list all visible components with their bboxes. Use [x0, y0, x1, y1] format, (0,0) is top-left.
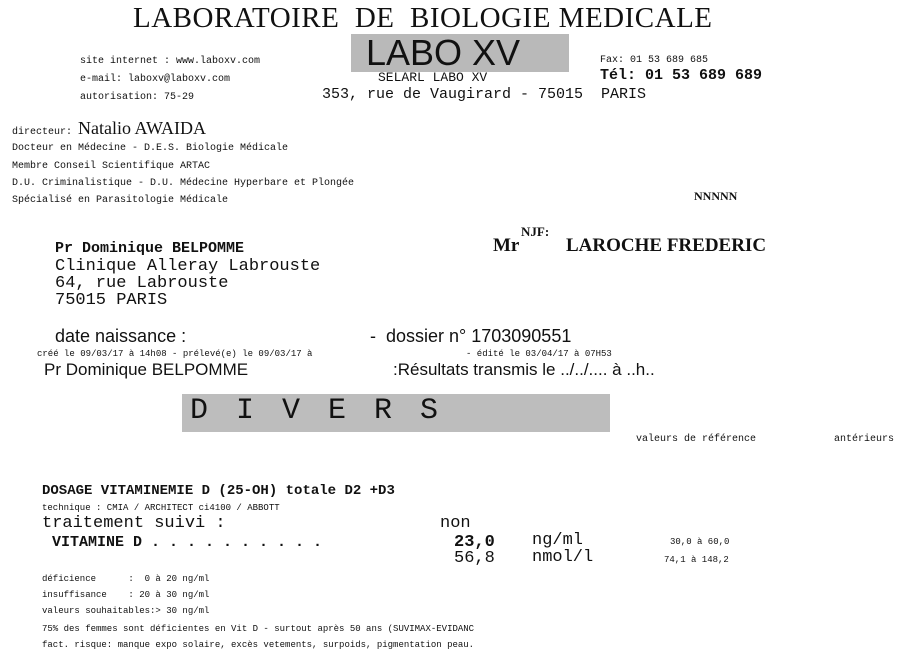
reference-range-nmol: 74,1 à 148,2	[664, 555, 729, 565]
prescriber: Pr Dominique BELPOMME	[44, 360, 249, 379]
recipient-doctor: Pr Dominique BELPOMME	[55, 240, 245, 257]
director-qualification: D.U. Criminalistique - D.U. Médecine Hyperbare et Plongée	[12, 178, 355, 189]
autorisation: autorisation: 75-29	[80, 92, 195, 103]
patient-name: LAROCHE FREDERIC	[566, 235, 767, 256]
note-insuffisance: insuffisance : 20 à 30 ng/ml	[42, 590, 210, 600]
patient-tag: NJF:	[521, 224, 550, 239]
test-technique: technique : CMIA / ARCHITECT ci4100 / ABBOTT	[42, 503, 280, 513]
result-value-ngml: 23,0	[454, 533, 495, 552]
created-line: créé le 09/03/17 à 14h08 - prélevé(e) le 09/03/17 à	[37, 349, 313, 359]
site-internet: site internet : www.laboxv.com	[80, 56, 261, 67]
code-stamp: NNNNN	[694, 189, 738, 203]
dossier-number: - dossier n° 1703090551	[370, 326, 572, 346]
prev-header: antérieurs	[834, 434, 895, 445]
edited-line: - édité le 03/04/17 à 07H53	[466, 349, 612, 359]
result-unit-ngml: ng/ml	[532, 531, 584, 550]
recipient-street: 64, rue Labrouste	[55, 274, 229, 293]
result-unit-nmol: nmol/l	[532, 548, 594, 567]
director-line	[12, 118, 206, 139]
director-label: directeur:	[12, 127, 73, 138]
address: 353, rue de Vaugirard - 75015 PARIS	[322, 86, 647, 103]
reference-range-ngml: 30,0 à 60,0	[670, 537, 730, 547]
note-deficience: déficience : 0 à 20 ng/ml	[42, 574, 210, 584]
recipient-city: 75015 PARIS	[55, 291, 168, 310]
ref-header: valeurs de référence	[636, 434, 757, 445]
director-qualification: Docteur en Médecine - D.E.S. Biologie Médicale	[12, 143, 289, 154]
telephone: Tél: 01 53 689 689	[600, 67, 763, 84]
analyte-label: VITAMINE D . . . . . . . . . .	[52, 534, 323, 551]
director-qualification: Membre Conseil Scientifique ARTAC	[12, 161, 211, 172]
treatment-value: non	[440, 514, 471, 533]
treatment-label: traitement suivi :	[42, 514, 226, 533]
director-qualification: Spécialisé en Parasitologie Médicale	[12, 195, 229, 206]
lab-title: LABORATOIRE DE BIOLOGIE MEDICALE	[133, 2, 713, 34]
section-title: D I V E R S	[190, 394, 444, 428]
note-souhaitables: valeurs souhaitables:> 30 ng/ml	[42, 606, 210, 616]
fax: Fax: 01 53 689 685	[600, 55, 709, 66]
note-line: fact. risque: manque expo solaire, excès vetements, surpoids, pigmentation peau.	[42, 640, 475, 650]
test-title: DOSAGE VITAMINEMIE D (25-OH) totale D2 +D3	[42, 483, 395, 499]
director-name: Natalio AWAIDA	[78, 118, 207, 138]
results-transmitted: :Résultats transmis le ../../.... à ..h..	[393, 360, 655, 379]
date-naissance: date naissance :	[55, 326, 187, 346]
patient-prefix: Mr	[493, 235, 520, 256]
selarl: SELARL LABO XV	[378, 70, 488, 85]
result-value-nmol: 56,8	[454, 549, 495, 568]
lab-name: LABO XV	[366, 32, 521, 73]
note-line: 75% des femmes sont déficientes en Vit D - surtout après 50 ans (SUVIMAX-EVIDANC	[42, 624, 475, 634]
email: e-mail: laboxv@laboxv.com	[80, 74, 231, 85]
recipient-clinic: Clinique Alleray Labrouste	[55, 257, 321, 276]
